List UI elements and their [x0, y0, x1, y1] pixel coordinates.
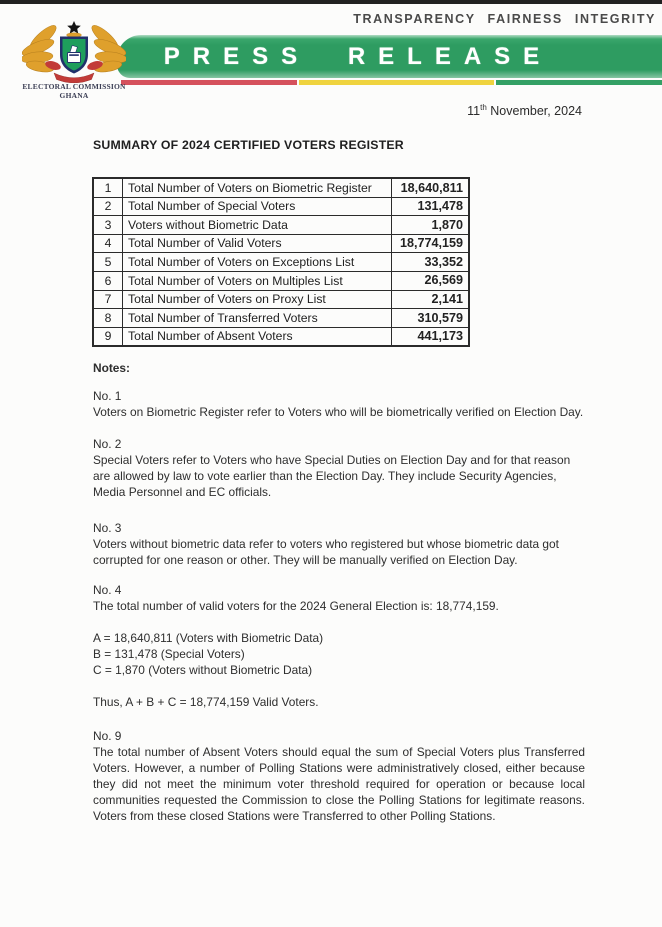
row-number-cell: 7 — [93, 290, 123, 309]
note-4-text: The total number of valid voters for the 2024 General Election is: 18,774,159. — [93, 599, 499, 613]
note-2 — [93, 436, 585, 500]
row-value-cell: 18,774,159 — [392, 234, 470, 253]
note-1 — [93, 388, 585, 420]
note-1-text: Voters on Biometric Register refer to Voters who will be biometrically verified on Election Day. — [93, 405, 584, 419]
formula-block — [93, 630, 585, 678]
table-row — [93, 178, 469, 197]
row-value-cell: 18,640,811 — [392, 178, 470, 197]
note-9-label: No. 9 — [93, 729, 122, 743]
note-4 — [93, 582, 585, 614]
row-label-cell: Total Number of Voters on Exceptions List — [123, 253, 392, 272]
row-label-cell: Voters without Biometric Data — [123, 216, 392, 235]
note-2-label: No. 2 — [93, 437, 122, 451]
note-9-text: The total number of Absent Voters should equal the sum of Special Voters plus Transferred Voters. However, a number of Polling Stations were administratively closed, either because they did not meet the minimum voter threshold required for operation or because local communities requested the Commission to close the Polling Stations for legitimate reasons. Voters from these closed Stations were Transferred to other Polling Stations. — [93, 745, 585, 823]
row-value-cell: 310,579 — [392, 309, 470, 328]
row-label-cell: Total Number of Absent Voters — [123, 327, 392, 346]
note-2-text: Special Voters refer to Voters who have Special Duties on Election Day and for that reason are allowed by law to vote earlier than the Election Day. They include Security Agencies, Media Personnel and EC officials. — [93, 453, 571, 499]
table-row — [93, 309, 469, 328]
row-number-cell: 1 — [93, 178, 123, 197]
org-name-line1: ELECTORAL COMMISSION — [22, 82, 126, 91]
date-day: 11 — [467, 104, 481, 119]
coat-of-arms-icon — [22, 20, 126, 83]
row-number-cell: 4 — [93, 234, 123, 253]
row-value-cell: 26,569 — [392, 271, 470, 290]
banner-title: PRESS RELEASE — [163, 42, 553, 70]
row-label-cell: Total Number of Voters on Biometric Register — [123, 178, 392, 197]
notes-heading: Notes: — [93, 361, 130, 375]
note-9 — [93, 728, 585, 824]
table-row — [93, 253, 469, 272]
row-number-cell: 2 — [93, 197, 123, 216]
table-row — [93, 290, 469, 309]
row-value-cell: 131,478 — [392, 197, 470, 216]
note-3-label: No. 3 — [93, 521, 122, 535]
row-label-cell: Total Number of Voters on Proxy List — [123, 290, 392, 309]
row-value-cell: 2,141 — [392, 290, 470, 309]
note-1-label: No. 1 — [93, 389, 122, 403]
ec-ghana-logo — [18, 20, 130, 100]
org-name-line2: GHANA — [59, 90, 89, 100]
stripe-red-segment — [121, 80, 297, 85]
press-release-banner — [117, 35, 662, 78]
row-number-cell: 8 — [93, 309, 123, 328]
note-3-text: Voters without biometric data refer to voters who registered but whose biometric data got corrupted for one reason or other. They will be manually verified on Election Day. — [93, 537, 559, 567]
table-row — [93, 271, 469, 290]
formula-line-b: B = 131,478 (Special Voters) — [93, 647, 245, 661]
row-label-cell: Total Number of Transferred Voters — [123, 309, 392, 328]
row-value-cell: 33,352 — [392, 253, 470, 272]
note-4-label: No. 4 — [93, 583, 122, 597]
row-label-cell: Total Number of Valid Voters — [123, 234, 392, 253]
date-line — [467, 103, 582, 118]
formula-line-c: C = 1,870 (Voters without Biometric Data) — [93, 663, 313, 677]
row-value-cell: 1,870 — [392, 216, 470, 235]
flag-stripe — [121, 80, 662, 85]
formula-conclusion: Thus, A + B + C = 18,774,159 Valid Voters. — [93, 695, 319, 709]
row-label-cell: Total Number of Special Voters — [123, 197, 392, 216]
row-value-cell: 441,173 — [392, 327, 470, 346]
motto-text: TRANSPARENCY FAIRNESS INTEGRITY — [353, 12, 656, 26]
stripe-green-segment — [496, 80, 662, 85]
row-number-cell: 9 — [93, 327, 123, 346]
date-ordinal-suffix: th — [480, 103, 487, 112]
table-row — [93, 216, 469, 235]
document-title: SUMMARY OF 2024 CERTIFIED VOTERS REGISTER — [93, 138, 404, 152]
table-row — [93, 234, 469, 253]
table-row — [93, 197, 469, 216]
row-number-cell: 5 — [93, 253, 123, 272]
row-number-cell: 6 — [93, 271, 123, 290]
row-number-cell: 3 — [93, 216, 123, 235]
date-rest: November, 2024 — [486, 104, 582, 119]
stripe-yellow-segment — [299, 80, 494, 85]
voters-register-table — [92, 177, 470, 347]
table-row — [93, 327, 469, 346]
scan-top-edge — [0, 0, 662, 4]
formula-line-a: A = 18,640,811 (Voters with Biometric Data) — [93, 631, 324, 645]
row-label-cell: Total Number of Voters on Multiples List — [123, 271, 392, 290]
note-3 — [93, 520, 585, 568]
notes-section — [93, 360, 585, 824]
